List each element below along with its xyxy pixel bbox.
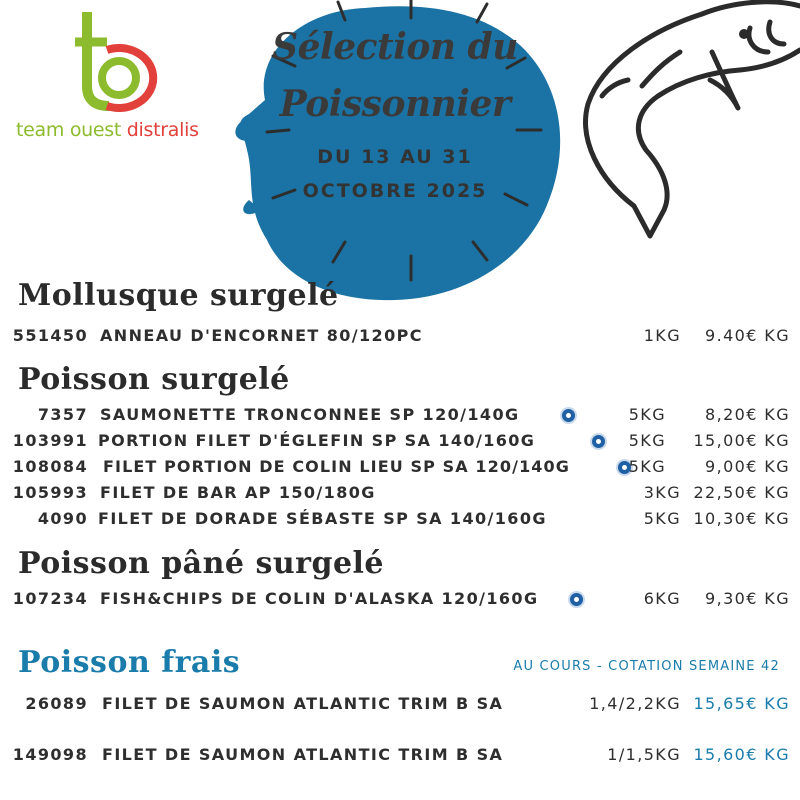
msc-label-icon (568, 591, 585, 608)
product-description: FISH&CHIPS DE COLIN D'ALASKA 120/160G (100, 589, 539, 608)
hero-date-line1: DU 13 AU 31 (317, 146, 473, 168)
product-quantity: 3KG (643, 483, 681, 502)
product-code: 108084 (12, 457, 88, 476)
product-code: 4090 (37, 509, 88, 528)
product-description: FILET PORTION DE COLIN LIEU SP SA 120/140G (103, 457, 570, 476)
product-description: ANNEAU D'ENCORNET 80/120PC (100, 326, 423, 345)
product-code: 105993 (12, 483, 88, 502)
market-price-note: AU COURS - COTATION SEMAINE 42 (513, 659, 780, 674)
product-quantity: 5KG (628, 405, 666, 424)
product-quantity: 5KG (628, 431, 666, 450)
product-price: 15,00€ KG (693, 431, 790, 450)
product-price: 9,00€ KG (705, 457, 790, 476)
section-title-poisson-surgele: Poisson surgelé (18, 362, 290, 397)
product-quantity: 5KG (628, 457, 666, 476)
section-title-poisson-frais: Poisson frais (18, 645, 241, 680)
brand-word-team-ouest: team ouest (16, 119, 122, 141)
msc-label-icon (560, 407, 577, 424)
product-description: FILET DE DORADE SÉBASTE SP SA 140/160G (98, 509, 547, 528)
brand-name (16, 119, 199, 141)
hero-date-line2: OCTOBRE 2025 (302, 180, 488, 202)
product-description: PORTION FILET D'ÉGLEFIN SP SA 140/160G (98, 431, 536, 450)
product-row (0, 455, 800, 479)
product-description: SAUMONETTE TRONCONNEE SP 120/140G (100, 405, 520, 424)
product-row (0, 743, 800, 767)
product-price: 9,30€ KG (705, 589, 790, 608)
product-price: 15,65€ KG (693, 694, 790, 713)
product-quantity: 6KG (643, 589, 681, 608)
section-title-mollusque: Mollusque surgelé (18, 278, 339, 313)
product-row (0, 403, 800, 427)
product-row (0, 692, 800, 716)
section-title-poisson-pane: Poisson pâné surgelé (18, 546, 385, 581)
hero-title-line2: Poissonnier (279, 83, 511, 125)
product-quantity: 5KG (643, 509, 681, 528)
product-row (0, 324, 800, 348)
hero-banner (225, 0, 565, 310)
product-price: 15,60€ KG (693, 745, 790, 764)
product-code: 149098 (12, 745, 88, 764)
product-code: 107234 (12, 589, 88, 608)
msc-label-icon (590, 433, 607, 450)
product-quantity: 1KG (643, 326, 681, 345)
product-description: FILET DE BAR AP 150/180G (100, 483, 376, 502)
product-code: 7357 (37, 405, 88, 424)
product-row (0, 587, 800, 611)
product-price: 8,20€ KG (705, 405, 790, 424)
product-row (0, 481, 800, 505)
product-price: 9.40€ KG (705, 326, 790, 345)
brand-word-distralis: distralis (126, 119, 199, 141)
product-row (0, 429, 800, 453)
product-description: FILET DE SAUMON ATLANTIC TRIM B SA (102, 694, 504, 713)
product-code: 26089 (25, 694, 88, 713)
tob-logo-icon (67, 8, 167, 118)
product-code: 551450 (12, 326, 88, 345)
company-logo (12, 6, 227, 146)
product-code: 103991 (12, 431, 88, 450)
product-quantity: 1,4/2,2KG (589, 694, 681, 713)
hero-title-line1: Sélection du (272, 26, 518, 68)
product-price: 22,50€ KG (693, 483, 790, 502)
product-quantity: 1/1,5KG (607, 745, 681, 764)
product-description: FILET DE SAUMON ATLANTIC TRIM B SA (102, 745, 504, 764)
product-row (0, 507, 800, 531)
fish-outline-icon (572, 0, 800, 245)
product-price: 10,30€ KG (693, 509, 790, 528)
